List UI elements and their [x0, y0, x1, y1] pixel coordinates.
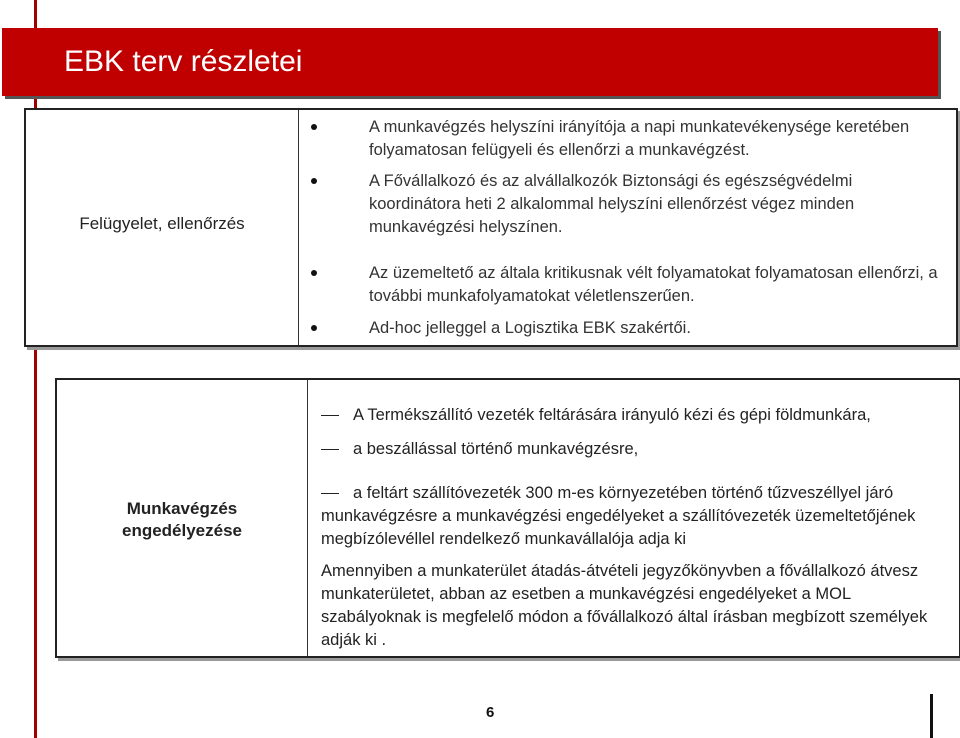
dash-text: A Termékszállító vezeték feltárására irányuló kézi és gépi földmunkára, — [353, 406, 871, 424]
bullet-icon — [311, 325, 317, 331]
bullet-text: Az üzemeltető az általa kritikusnak vélt folyamatokat folyamatosan ellenőrzi, a további munkafolyamatokat véletlenszerűen. — [369, 264, 938, 305]
bullet-icon — [311, 124, 317, 130]
permit-dash-item — [321, 482, 951, 551]
dash-text: a feltárt szállítóvezeték 300 m-es környezetében történő tűzveszéllyel járó munkavégzésre a munkavégzési engedélyeket a szállítóvezeték üzemeltetőjének megbízólevéllel rendelkező munkavállalója adja ki — [321, 484, 916, 548]
permit-paragraph: Amennyiben a munkaterület átadás-átvételi jegyzőkönyvben a fővállalkozó átvesz munkaterületet, abban az esetben a munkavégzési engedélyeket a MOL szabályoknak is megfelelő módon a fővállalkozó által írásban megbízott személyek adják ki . — [321, 562, 928, 649]
slide-title: EBK terv részletei — [64, 45, 303, 78]
permit-dash-item — [321, 404, 951, 427]
permit-label — [57, 498, 307, 542]
supervision-box — [24, 108, 958, 347]
bullet-text: A munkavégzés helyszíni irányítója a napi munkatevékenysége keretében folyamatosan felügyeli és ellenőrzi a munkavégzést. — [369, 118, 910, 159]
permit-box — [55, 378, 960, 658]
bullet-text: Ad-hoc jelleggel a Logisztika EBK szakértői. — [369, 319, 691, 337]
bullet-icon — [311, 270, 317, 276]
dash-icon — [321, 415, 339, 416]
permit-label-line2: engedélyezése — [121, 521, 242, 540]
dash-icon — [321, 493, 339, 494]
dash-icon — [321, 449, 339, 450]
corner-mark — [930, 694, 933, 738]
permit-dash-item — [321, 438, 951, 461]
bullet-text: A Fővállalkozó és az alvállalkozók Biztonsági és egészségvédelmi koordinátora heti 2 alkalommal helyszíni ellenőrzést végez minden munkavégzési helyszínen. — [369, 172, 855, 236]
permit-label-line1: Munkavégzés — [126, 499, 238, 518]
title-bar — [2, 28, 938, 96]
dash-text: a beszállással történő munkavégzésre, — [353, 440, 639, 458]
supervision-label: Felügyelet, ellenőrzés — [79, 214, 245, 233]
bullet-icon — [311, 178, 317, 184]
supervision-divider — [298, 110, 299, 345]
page-number: 6 — [486, 704, 495, 721]
permit-divider — [307, 380, 308, 656]
